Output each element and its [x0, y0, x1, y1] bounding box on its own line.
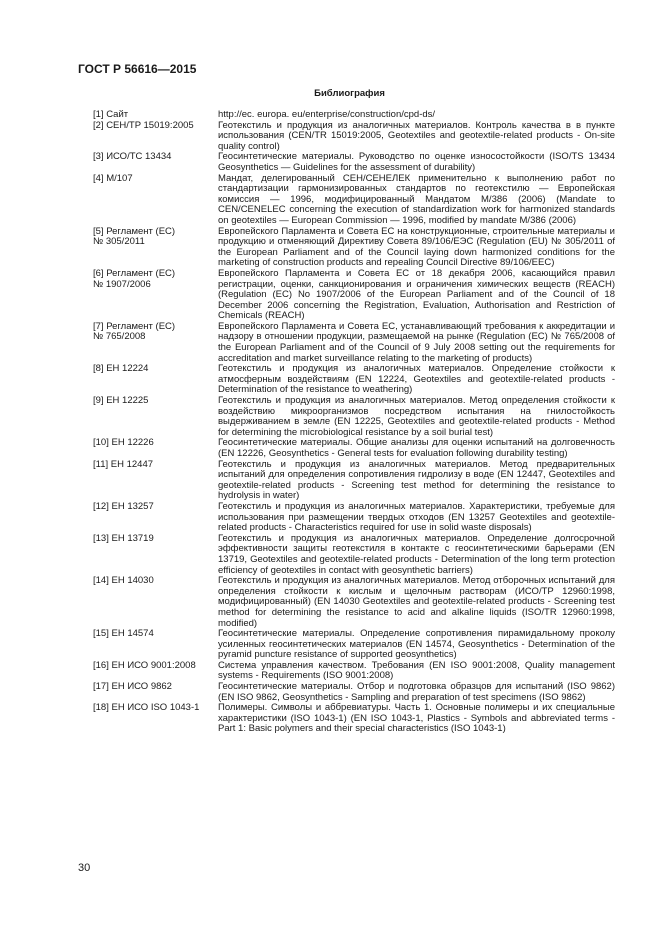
- entry-reference: [5] Регламент (ЕС) № 305/2011: [93, 225, 176, 248]
- entry-description: Геотекстиль и продукция из аналогичных материалов. Определение стойкости к атмосферным воздействиям (EN 12224, Geotextiles and geotextile-related products - Determination of the resistance to weathering): [218, 363, 615, 396]
- entry-reference: [18] EH ИСО ISO 1043-1: [93, 702, 200, 714]
- entry-description: Геотекстиль и продукция из аналогичных материалов. Метод отборочных испытаний для определения стойкости к кислым и щелочным растворам (ИСО/ТР 12960:1998, модифицированный) (EN 14030 Geotextiles and geotextile-related products - Screening test method for determining the resistance to acid and alkaline liquids (ISO/TR 12960:1998, modified): [218, 575, 615, 629]
- bibliography-entry: [93, 661, 615, 682]
- entry-description: Европейского Парламента и Совета ЕС от 18 декабря 2006, касающийся правил регистрации, оценки, санкционирования и ограничения химических веществ (REACH) (Regulation (EC) No 1907/2006 of the European Parliament and of the Council of 18 December 2006 concerning the Registration, Evaluation, Authorisation and Restriction of Chemicals (REACH): [218, 267, 615, 322]
- entry-description: http://ec. europa. eu/enterprise/construction/cpd-ds/: [218, 109, 436, 120]
- entry-description: Мандат, делегированный СЕН/СЕНЕЛЕК применительно к выполнению работ по стандартизации гармонизированных стандартов по геотекстилю — Европейская комиссия — 1996, модифицированный Мандатом М/386 (2006) (Mandate to CEN/CENELEC concerning the execution of standardization work for harmonized standards on geotextiles — European Commission — 1996, modified by mandate M/386 (2006): [218, 172, 615, 226]
- bibliography-list: [93, 110, 615, 735]
- entry-reference: [7] Регламент (ЕС) № 765/2008: [93, 320, 176, 343]
- bibliography-entry: [93, 174, 615, 227]
- entry-description: Геотекстиль и продукция из аналогичных материалов. Метод предварительных испытаний для определения сопротивления гидролизу в воде (EN 12447, Geotextiles and geotextile-related products - Screening test method for determining the resistance to hydrolysis in water): [218, 458, 615, 502]
- entry-description: Геотекстиль и продукция из аналогичных материалов. Характеристики, требуемые для использования при размещении твердых отходов (EN 13257 Geotextiles and geotextile-related products - Characteristics required for use in solid waste disposals): [218, 500, 615, 534]
- entry-reference: [16] EH ИСО 9001:2008: [93, 659, 196, 671]
- bibliography-entry: [93, 629, 615, 661]
- section-title: Библиография: [314, 88, 385, 99]
- bibliography-entry: [93, 460, 615, 502]
- entry-reference: [15] EH 14574: [93, 628, 154, 640]
- entry-reference: [9] EH 12225: [93, 395, 149, 407]
- bibliography-entry: [93, 364, 615, 396]
- bibliography-entry: [93, 576, 615, 629]
- document-header: ГОСТ Р 56616—2015: [78, 62, 197, 76]
- entry-reference: [3] ИСО/ТС 13434: [93, 151, 172, 163]
- entry-reference: [11] EH 12447: [93, 458, 154, 470]
- bibliography-entry: [93, 322, 615, 364]
- bibliography-entry: [93, 682, 615, 703]
- bibliography-entry: [93, 269, 615, 322]
- entry-description: Европейского Парламента и Совета ЕС, устанавливающий требования к аккредитации и надзору в отношении продукции, размещаемой на рынке (Regulation (EC) № 765/2008 of the European Parliament and of the Council of 9 July 2008 setting out the requirements for accreditation and market surveillance relating to the marketing of products): [218, 320, 615, 364]
- entry-reference: [6] Регламент (ЕС) № 1907/2006: [93, 267, 176, 290]
- bibliography-entry: [93, 703, 615, 735]
- entry-description: Геосинтетические материалы. Определение сопротивления пирамидальному проколу усиленных геосинтетических материалов (EN 14574, Geosynthetics - Determination of the pyramid puncture resistance of supported geosynthetics): [218, 628, 615, 661]
- entry-description: Геосинтетические материалы. Общие анализы для оценки испытаний на долговечность (EN 12226, Geosynthetics - General tests for evaluation following durability testing): [218, 437, 615, 459]
- entry-description: Геосинтетические материалы. Отбор и подготовка образцов для испытаний (ISO 9862) (EN ISO 9862, Geosynthetics - Sampling and preparation of test specimens (ISO 9862): [218, 681, 615, 703]
- entry-reference: [2] CEH/TP 15019:2005: [93, 119, 194, 131]
- entry-reference: [12] EH 13257: [93, 500, 154, 512]
- bibliography-entry: [93, 534, 615, 576]
- entry-description: Система управления качеством. Требования (EN ISO 9001:2008, Quality management systems - Requirements (ISO 9001:2008): [218, 659, 615, 682]
- bibliography-entry: [93, 110, 615, 121]
- entry-reference: [10] EH 12226: [93, 437, 154, 449]
- entry-description: Европейского Парламента и Совета ЕС на конструкционные, строительные материалы и продукцию и отменяющий Директиву Совета 89/106/ЕЭС (Regulation (EU) № 305/2011 of the European Parliament and of the Council laying down harmonized conditions for the marketing of construction products and repealing Council Directive 89/106/EEC): [218, 225, 615, 269]
- page-number: 30: [78, 862, 91, 874]
- bibliography-entry: [93, 502, 615, 534]
- entry-description: Полимеры. Символы и аббревиатуры. Часть 1. Основные полимеры и их специальные характеристики (ISO 1043-1) (EN ISO 1043-1, Plastics - Symbols and abbreviated terms - Part 1: Basic polymers and their special characteristics (ISO 1043-1): [218, 702, 615, 735]
- entry-description: Геотекстиль и продукция из аналогичных материалов. Определение долгосрочной эффективности защиты геотекстиля в контакте с геосинтетическими барьерами (EN 13719, Geotextiles and geotextile-related products - Determination of the long term protection efficiency of geotextiles in contact with geosynthetic barriers): [218, 532, 615, 576]
- bibliography-entry: [93, 438, 615, 459]
- entry-description: Геотекстиль и продукция из аналогичных материалов. Метод определения стойкости к воздействию микроорганизмов посредством испытания на гнилостойкость выдерживанием в земле (EN 12225, Geotextiles and geotextile-related products - Method for determining the microbiological resistance by a soil burial test): [218, 395, 615, 438]
- bibliography-entry: [93, 121, 615, 153]
- entry-reference: [13] EH 13719: [93, 532, 154, 544]
- entry-description: Геосинтетические материалы. Руководство по оценке износостойкости (ISO/TS 13434 Geosynthetics — Guidelines for the assessment of durability): [218, 151, 615, 173]
- entry-reference: [8] EH 12224: [93, 363, 149, 375]
- entry-description: Геотекстиль и продукция из аналогичных материалов. Контроль качества в в пункте использования (CEN/TR 15019:2005, Geotextiles and geotextile-related products - On-site quality control): [218, 119, 615, 152]
- bibliography-entry: [93, 152, 615, 173]
- entry-reference: [1] Сайт: [93, 109, 129, 120]
- entry-reference: [17] EH ИСО 9862: [93, 681, 172, 693]
- entry-reference: [14] EH 14030: [93, 575, 154, 587]
- bibliography-entry: [93, 396, 615, 438]
- entry-reference: [4] M/107: [93, 172, 133, 184]
- bibliography-entry: [93, 227, 615, 269]
